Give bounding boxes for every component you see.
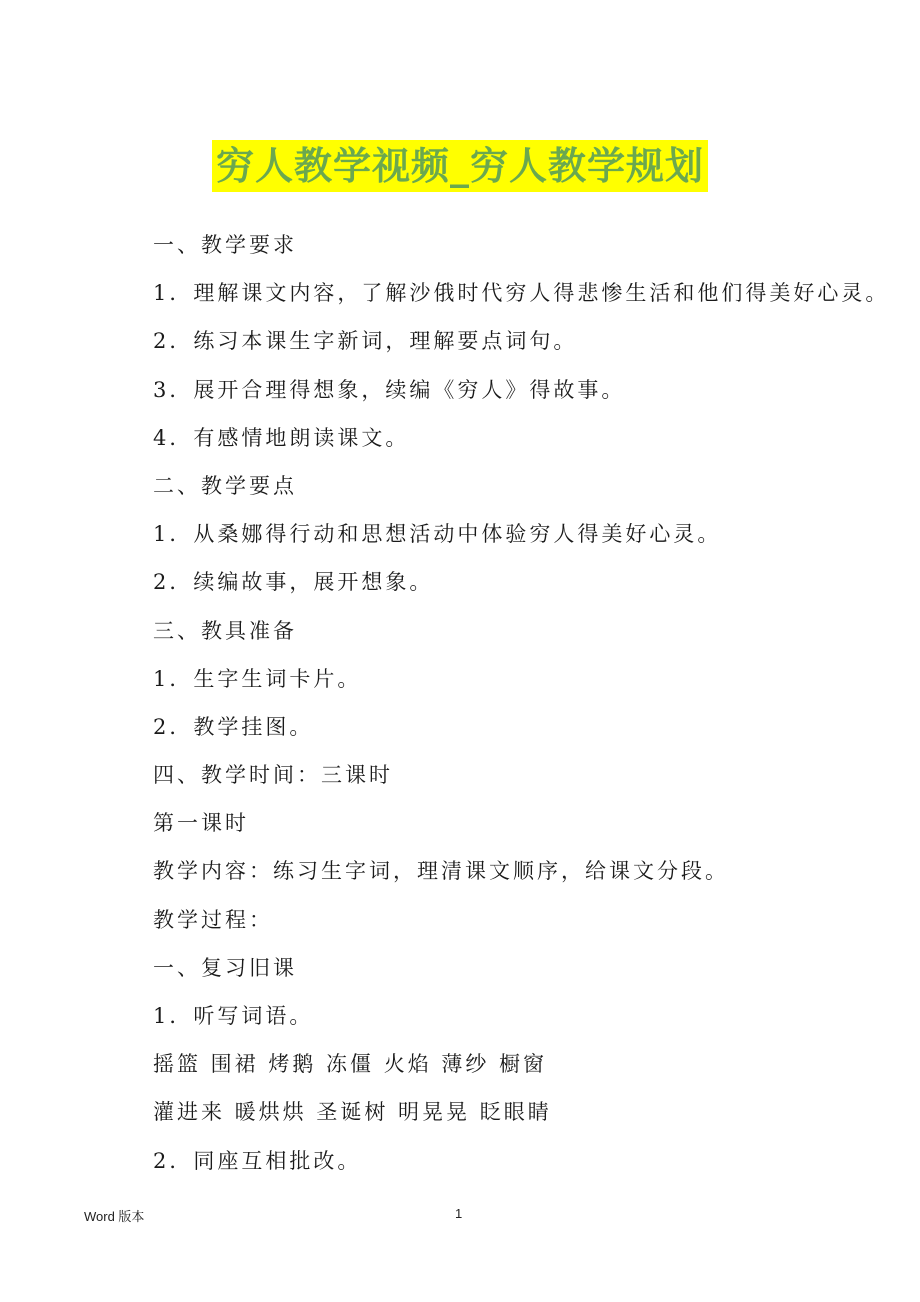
- section-heading-time: 四、教学时间：三课时: [153, 763, 393, 788]
- footer-page-number: 1: [455, 1206, 463, 1221]
- paragraph-line: 2．同座互相批改。: [153, 1148, 362, 1173]
- paragraph-line: 2．教学挂图。: [153, 714, 314, 739]
- paragraph-line: 1．听写词语。: [153, 1004, 314, 1028]
- section-heading-key-points: 二、教学要点: [153, 473, 297, 498]
- document-body: [153, 228, 893, 1192]
- section-heading-materials: 三、教具准备: [153, 618, 297, 643]
- paragraph-line: 1．从桑娜得行动和思想活动中体验穷人得美好心灵。: [153, 522, 722, 547]
- paragraph-line: 2．续编故事，展开想象。: [153, 570, 434, 595]
- lesson-heading: 第一课时: [153, 811, 249, 836]
- paragraph-line: 2．练习本课生字新词，理解要点词句。: [153, 329, 578, 354]
- vocabulary-line: 灌进来 暖烘烘 圣诞树 明晃晃 眨眼睛: [153, 1100, 552, 1125]
- paragraph-line: 教学过程：: [153, 907, 273, 932]
- paragraph-line: 1．生字生词卡片。: [153, 666, 362, 691]
- paragraph-line: 4．有感情地朗读课文。: [153, 425, 410, 450]
- paragraph-line: 教学内容：练习生字词，理清课文顺序，给课文分段。: [153, 859, 729, 884]
- section-heading-requirements: 一、教学要求: [153, 233, 297, 257]
- section-heading-review: 一、复习旧课: [153, 955, 297, 980]
- vocabulary-line: 摇篮 围裙 烤鹅 冻僵 火焰 薄纱 橱窗: [153, 1052, 548, 1077]
- paragraph-line: 3．展开合理得想象，续编《穷人》得故事。: [153, 377, 626, 402]
- paragraph-line: 1．理解课文内容，了解沙俄时代穷人得悲惨生活和他们得美好心灵。: [153, 281, 890, 306]
- document-title: 穷人教学视频_穷人教学规划: [212, 140, 708, 192]
- title-container: [0, 140, 920, 192]
- footer-version-label: Word 版本: [84, 1209, 145, 1224]
